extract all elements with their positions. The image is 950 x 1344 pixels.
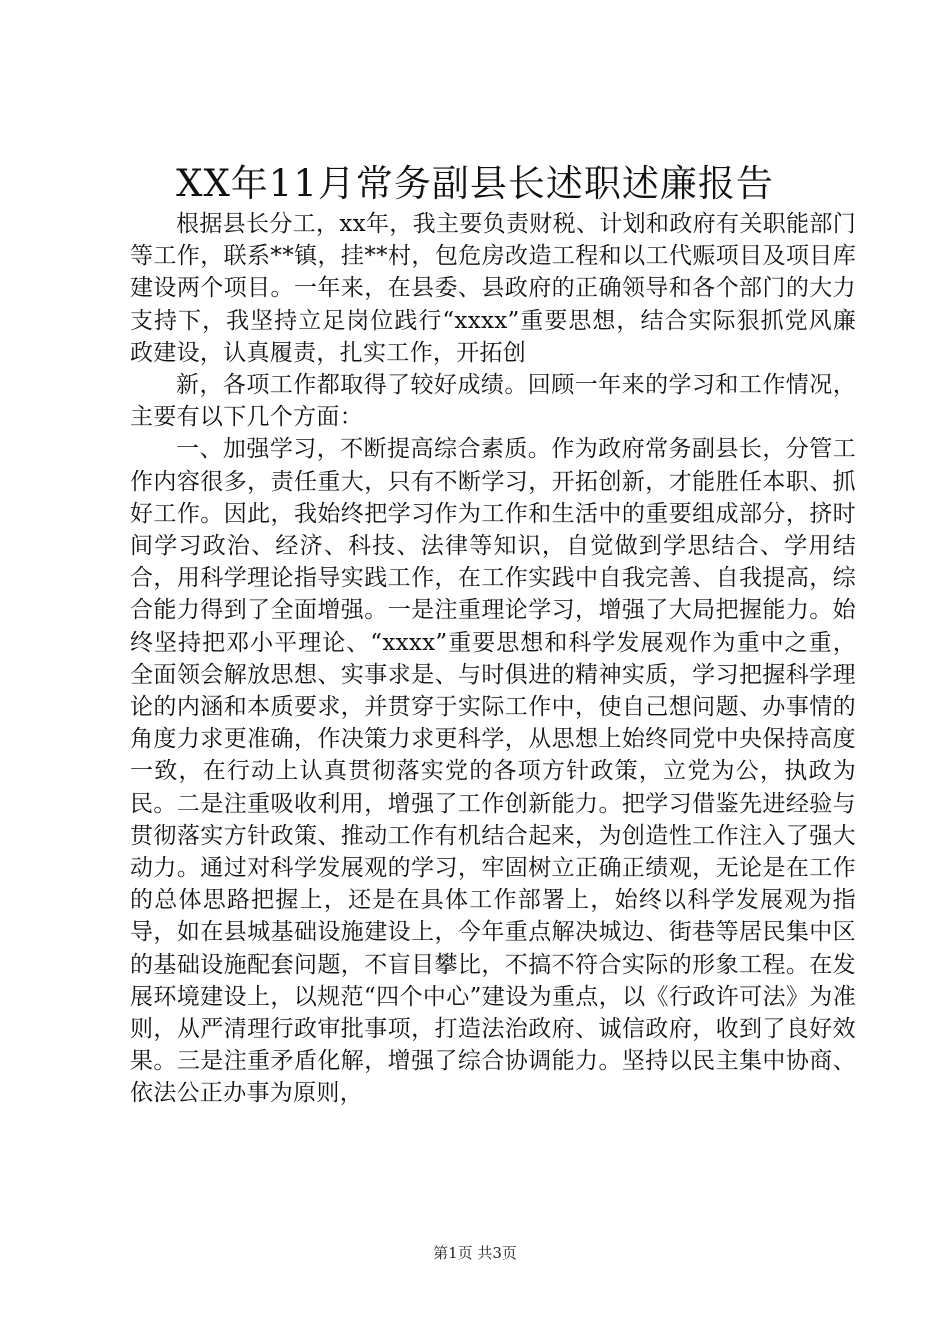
document-title: XX年11月常务副县长述职述廉报告 (176, 162, 774, 205)
paragraph-section-one: 一、加强学习，不断提高综合素质。作为政府常务副县长，分管工作内容很多，责任重大，只有不断学习，开拓创新，才能胜任本职、抓好工作。因此，我始终把学习作为工作和生活中的重要组成部分，挤时间学习政治、经济、科技、法律等知识，自觉做到学思结合、学用结合，用科学理论指导实践工作，在工作实践中自我完善、自我提高，综合能力得到了全面增强。一是注重理论学习，增强了大局把握能力。始终坚持把邓小平理论、“xxxx”重要思想和科学发展观作为重中之重，全面领会解放思想、实事求是、与时俱进的精神实质，学习把握科学理论的内涵和本质要求，并贯穿于实际工作中，使自己想问题、办事情的角度力求更准确，作决策力求更科学，从思想上始终同党中央保持高度一致，在行动上认真贯彻落实党的各项方针政策，立党为公，执政为民。二是注重吸收利用，增强了工作创新能力。把学习借鉴先进经验与贯彻落实方针政策、推动工作有机结合起来，为创造性工作注入了强大动力。通过对科学发展观的学习，牢固树立正确正绩观，无论是在工作的总体思路把握上，还是在具体工作部署上，始终以科学发展观为指导，如在县城基础设施建设上，今年重点解决城边、街巷等居民集中区的基础设施配套问题，不盲目攀比，不搞不符合实际的形象工程。在发展环境建设上，以规范“四个中心”建设为重点，以《行政许可法》为准则，从严清理行政审批事项，打造法治政府、诚信政府，收到了良好效果。三是注重矛盾化解，增强了综合协调能力。坚持以民主集中协商、依法公正办事为原则， (130, 436, 856, 1107)
page-number-footer: 第1页 共3页 (433, 1244, 517, 1262)
paragraph-overview: 新，各项工作都取得了较好成绩。回顾一年来的学习和工作情况，主要有以下几个方面： (130, 372, 856, 431)
paragraph-intro: 根据县长分工，xx年，我主要负责财税、计划和政府有关职能部门等工作，联系**镇，挂**村，包危房改造工程和以工代赈项目及项目库建设两个项目。一年来，在县委、县政府的正确领导和各个部门的大力支持下，我坚持立足岗位践行“xxxx”重要思想，结合实际狠抓党风廉政建设，认真履责，扎实工作，开拓创 (130, 211, 856, 366)
document-body (130, 208, 856, 1110)
